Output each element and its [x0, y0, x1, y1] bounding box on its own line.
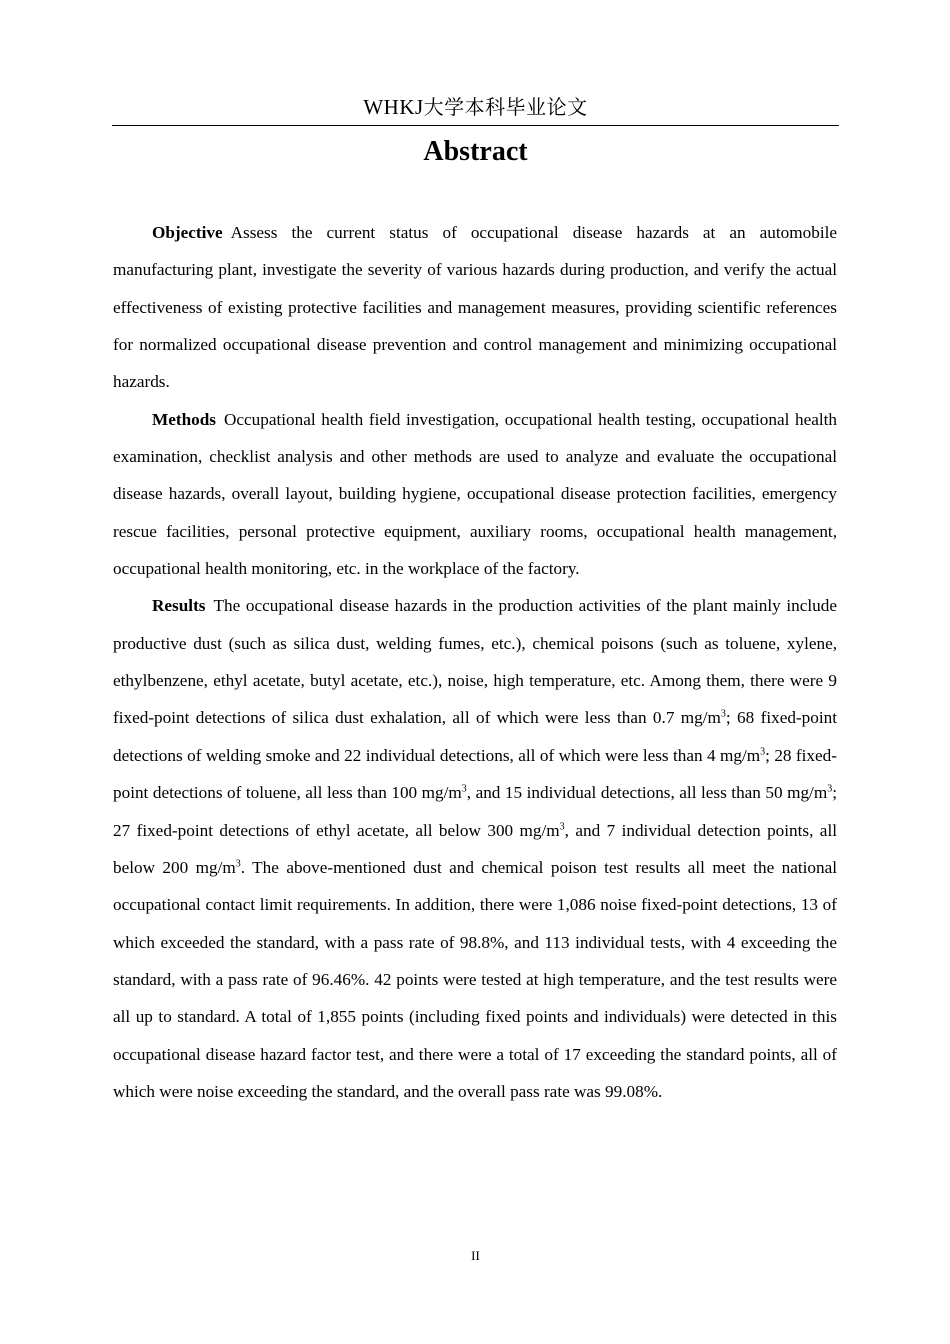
methods-text: Occupational health field investigation, occupational health testing, occupational health examination, checklist analysis and other methods are used to analyze and evaluate the occupational disease hazards, overall layout, building hygiene, occupational disease protection facilities, emergency rescue facilities, personal protective equipment, auxiliary rooms, occupational health management, occupational health monitoring, etc. in the workplace of the factory.	[113, 409, 837, 579]
results-text-4: , and 15 individual detections, all less than 50 mg/m	[466, 783, 828, 803]
superscript-3: 3	[720, 708, 726, 720]
objective-label: Objective	[152, 223, 223, 242]
superscript-3: 3	[760, 746, 766, 758]
objective-text: Assess the current status of occupational disease hazards at an automobile manufacturing plant, investigate the severity of various hazards during production, and verify the actual effectiveness of existing protective facilities and management measures, providing scientific references for normalized occupational disease prevention and control management and minimizing occupational hazards.	[113, 223, 837, 392]
results-text-2: ; 68 fixed-point detections of welding smoke and 22 individual detections, all of which were less than 4 mg/m	[113, 708, 837, 765]
superscript-3: 3	[235, 858, 241, 870]
header-rule	[112, 125, 839, 126]
results-paragraph	[113, 587, 837, 1110]
results-label: Results	[152, 596, 206, 616]
methods-label: Methods	[152, 409, 216, 429]
superscript-3: 3	[461, 783, 467, 795]
header-title-cn: 大学本科毕业论文	[423, 95, 588, 119]
results-text-5: ; 27 fixed-point detections of ethyl acetate, all below 300 mg/m	[113, 783, 837, 840]
page-number: II	[471, 1248, 480, 1263]
results-text-3: ; 28 fixed-point detections of toluene, all less than 100 mg/m	[113, 745, 837, 803]
results-text-6: , and 7 individual detection points, all below 200 mg/m	[113, 820, 837, 877]
running-header	[112, 94, 839, 120]
abstract-body	[113, 214, 837, 1110]
objective-paragraph	[113, 214, 837, 401]
results-text-7: . The above-mentioned dust and chemical poison test results all meet the national occupational contact limit requirements. In addition, there were 1,086 noise fixed-point detections, 13 of which exceeded the standard, with a pass rate of 98.8%, and 113 individual tests, with 4 exceeding the standard, with a pass rate of 96.46%. 42 points were tested at high temperature, and the test results were all up to standard. A total of 1,855 points (including fixed points and individuals) were detected in this occupational disease hazard factor test, and there were a total of 17 exceeding the standard points, all of which were noise exceeding the standard, and the overall pass rate was 99.08%.	[113, 857, 837, 1101]
superscript-3: 3	[827, 783, 833, 795]
page-title: Abstract	[423, 136, 528, 167]
results-text-1: The occupational disease hazards in the production activities of the plant mainly include productive dust (such as silica dust, welding fumes, etc.), chemical poisons (such as toluene, xylene, ethylbenzene, ethyl acetate, butyl acetate, etc.), noise, high temperature, etc. Among them, there were 9 fixed-point detections of silica dust exhalation, all of which were less than 0.7 mg/m	[113, 596, 837, 728]
superscript-3: 3	[559, 820, 565, 832]
header-code: WHKJ	[363, 95, 424, 119]
methods-paragraph	[113, 401, 837, 588]
